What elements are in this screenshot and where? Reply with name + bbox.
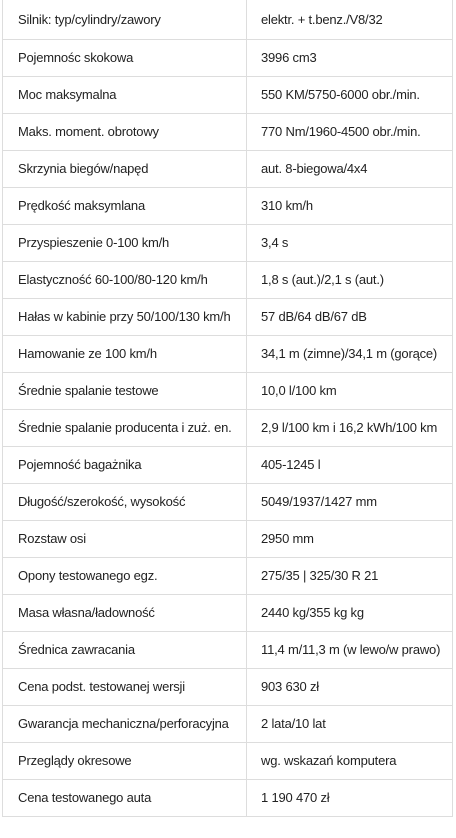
table-row bbox=[3, 631, 453, 668]
spec-value: 770 Nm/1960-4500 obr./min. bbox=[247, 113, 453, 150]
table-row bbox=[3, 779, 453, 816]
table-row bbox=[3, 446, 453, 483]
spec-value: 310 km/h bbox=[247, 187, 453, 224]
table-row bbox=[3, 409, 453, 446]
spec-value: 275/35 | 325/30 R 21 bbox=[247, 557, 453, 594]
spec-value: 2 lata/10 lat bbox=[247, 705, 453, 742]
table-row bbox=[3, 705, 453, 742]
table-row bbox=[3, 187, 453, 224]
spec-label: Średnie spalanie producenta i zuż. en. bbox=[3, 409, 247, 446]
spec-label: Masa własna/ładowność bbox=[3, 594, 247, 631]
spec-value: 1 190 470 zł bbox=[247, 779, 453, 816]
spec-label: Gwarancja mechaniczna/perforacyjna bbox=[3, 705, 247, 742]
spec-label: Maks. moment. obrotowy bbox=[3, 113, 247, 150]
table-row bbox=[3, 224, 453, 261]
spec-label: Średnie spalanie testowe bbox=[3, 372, 247, 409]
spec-value: aut. 8-biegowa/4x4 bbox=[247, 150, 453, 187]
spec-table bbox=[2, 0, 453, 817]
table-row bbox=[3, 668, 453, 705]
spec-value: 1,8 s (aut.)/2,1 s (aut.) bbox=[247, 261, 453, 298]
spec-label: Hałas w kabinie przy 50/100/130 km/h bbox=[3, 298, 247, 335]
spec-label: Cena podst. testowanej wersji bbox=[3, 668, 247, 705]
spec-value: 3,4 s bbox=[247, 224, 453, 261]
spec-label: Skrzynia biegów/napęd bbox=[3, 150, 247, 187]
spec-label: Przyspieszenie 0-100 km/h bbox=[3, 224, 247, 261]
spec-label: Długość/szerokość, wysokość bbox=[3, 483, 247, 520]
table-row bbox=[3, 520, 453, 557]
spec-label: Pojemnośc skokowa bbox=[3, 39, 247, 76]
table-row bbox=[3, 261, 453, 298]
spec-value: 405-1245 l bbox=[247, 446, 453, 483]
spec-value: 903 630 zł bbox=[247, 668, 453, 705]
spec-value: 5049/1937/1427 mm bbox=[247, 483, 453, 520]
table-row bbox=[3, 150, 453, 187]
spec-label: Moc maksymalna bbox=[3, 76, 247, 113]
spec-value: elektr. + t.benz./V8/32 bbox=[247, 0, 453, 39]
spec-label: Cena testowanego auta bbox=[3, 779, 247, 816]
table-row bbox=[3, 335, 453, 372]
spec-value: 2,9 l/100 km i 16,2 kWh/100 km bbox=[247, 409, 453, 446]
spec-label: Przeglądy okresowe bbox=[3, 742, 247, 779]
table-row bbox=[3, 372, 453, 409]
spec-label: Opony testowanego egz. bbox=[3, 557, 247, 594]
spec-value: 34,1 m (zimne)/34,1 m (gorące) bbox=[247, 335, 453, 372]
spec-value: 2440 kg/355 kg kg bbox=[247, 594, 453, 631]
spec-value: 3996 cm3 bbox=[247, 39, 453, 76]
spec-value: 57 dB/64 dB/67 dB bbox=[247, 298, 453, 335]
spec-label: Średnica zawracania bbox=[3, 631, 247, 668]
spec-label: Pojemność bagażnika bbox=[3, 446, 247, 483]
spec-label: Hamowanie ze 100 km/h bbox=[3, 335, 247, 372]
table-row bbox=[3, 76, 453, 113]
spec-label: Prędkość maksymlana bbox=[3, 187, 247, 224]
table-row bbox=[3, 0, 453, 39]
spec-value: 10,0 l/100 km bbox=[247, 372, 453, 409]
table-row bbox=[3, 113, 453, 150]
table-row bbox=[3, 742, 453, 779]
spec-label: Silnik: typ/cylindry/zawory bbox=[3, 0, 247, 39]
spec-value: 2950 mm bbox=[247, 520, 453, 557]
spec-value: wg. wskazań komputera bbox=[247, 742, 453, 779]
table-row bbox=[3, 483, 453, 520]
spec-table-body bbox=[3, 0, 453, 816]
spec-value: 11,4 m/11,3 m (w lewo/w prawo) bbox=[247, 631, 453, 668]
spec-label: Elastyczność 60-100/80-120 km/h bbox=[3, 261, 247, 298]
table-row bbox=[3, 298, 453, 335]
spec-value: 550 KM/5750-6000 obr./min. bbox=[247, 76, 453, 113]
table-row bbox=[3, 594, 453, 631]
table-row bbox=[3, 557, 453, 594]
spec-label: Rozstaw osi bbox=[3, 520, 247, 557]
table-row bbox=[3, 39, 453, 76]
